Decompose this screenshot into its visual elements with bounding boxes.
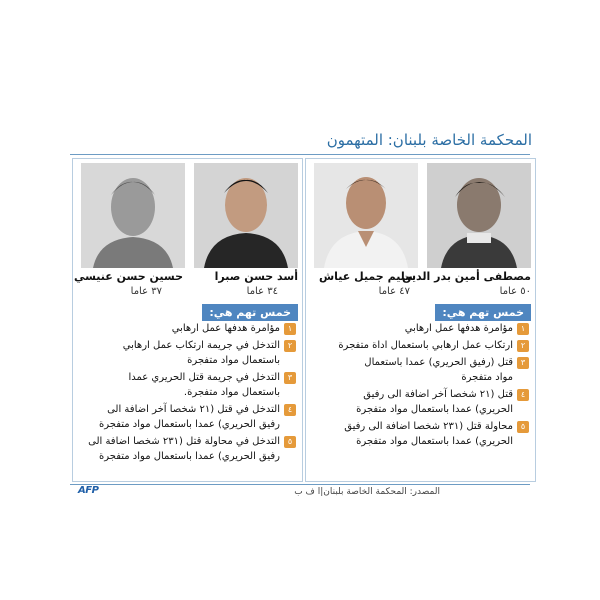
name-ayyash: سليم جميل عياش xyxy=(318,270,416,283)
photo-oneissi xyxy=(81,163,185,268)
charges-list-right xyxy=(312,321,529,479)
photo-badreddine xyxy=(427,163,531,268)
charge-number: ٤ xyxy=(284,404,296,416)
age-ayyash: ٤٧ عاما xyxy=(378,286,410,297)
portrait-icon xyxy=(81,163,185,268)
age-badreddine: ٥٠ عاما xyxy=(499,286,531,297)
charge-item xyxy=(79,434,296,464)
charge-text: التدخل في محاولة قتل (٢٣١ شخصا اضافة الى رفيق الحريري) عمدا باستعمال مواد متفجرة xyxy=(88,436,280,462)
portrait-icon xyxy=(427,163,531,268)
charge-item xyxy=(79,370,296,400)
charge-item xyxy=(312,387,529,417)
charge-number: ٣ xyxy=(517,357,529,369)
charge-number: ٥ xyxy=(517,421,529,433)
charge-number: ١ xyxy=(517,323,529,335)
charge-text: قتل (٢١ شخصا آخر اضافة الى رفيق الحريري) عمدا باستعمال مواد متفجرة xyxy=(356,389,513,415)
charge-number: ٣ xyxy=(284,372,296,384)
charge-text: ارتكاب عمل ارهابي باستعمال اداة متفجرة xyxy=(338,340,513,351)
charge-text: مؤامرة هدفها عمل ارهابي xyxy=(171,323,280,334)
charge-number: ٢ xyxy=(517,340,529,352)
charge-number: ٥ xyxy=(284,436,296,448)
left-panel xyxy=(72,158,303,482)
charge-text: قتل (رفيق الحريري) عمدا باستعمال مواد متفجرة xyxy=(364,357,513,383)
charges-label: خمس تهم هي: xyxy=(202,304,298,321)
name-oneissi: حسين حسن عنيسي xyxy=(73,270,183,283)
charge-text: التدخل في قتل (٢١ شخصا آخر اضافة الى رفيق الحريري) عمدا باستعمال مواد متفجرة xyxy=(98,404,280,430)
charge-item xyxy=(312,419,529,449)
charges-list-left xyxy=(79,321,296,479)
charge-number: ١ xyxy=(284,323,296,335)
photo-ayyash xyxy=(314,163,418,268)
title-divider xyxy=(70,154,530,155)
photo-sabra xyxy=(194,163,298,268)
portrait-icon xyxy=(194,163,298,268)
charge-text: التدخل في جريمة ارتكاب عمل ارهابي باستعمال مواد متفجرة xyxy=(122,340,280,366)
page-title: المحكمة الخاصة بلبنان: المتهمون xyxy=(326,131,532,149)
afp-logo: AFP xyxy=(78,485,99,496)
charge-number: ٤ xyxy=(517,389,529,401)
charge-item xyxy=(312,355,529,385)
charge-item xyxy=(79,321,296,336)
charge-item xyxy=(79,402,296,432)
name-sabra: أسد حسن صبرا xyxy=(214,270,298,283)
portrait-icon xyxy=(314,163,418,268)
right-panel xyxy=(305,158,536,482)
charges-label: خمس تهم هي: xyxy=(435,304,531,321)
charge-item xyxy=(79,338,296,368)
age-sabra: ٣٤ عاما xyxy=(246,286,278,297)
age-oneissi: ٣٧ عاما xyxy=(130,286,162,297)
charge-text: محاولة قتل (٢٣١ شخصا اضافة الى رفيق الحريري) عمدا باستعمال مواد متفجرة xyxy=(344,421,513,447)
source-note: المصدر: المحكمة الخاصة بلبنان|ا ف ب xyxy=(294,487,440,497)
charge-item xyxy=(312,338,529,353)
footer-divider xyxy=(70,484,530,485)
charge-text: مؤامرة هدفها عمل ارهابي xyxy=(404,323,513,334)
charge-number: ٢ xyxy=(284,340,296,352)
charge-item xyxy=(312,321,529,336)
charge-text: التدخل في جريمة قتل الحريري عمدا باستعمال مواد متفجرة. xyxy=(128,372,280,398)
name-badreddine: مصطفى أمين بدر الدين xyxy=(402,270,531,283)
